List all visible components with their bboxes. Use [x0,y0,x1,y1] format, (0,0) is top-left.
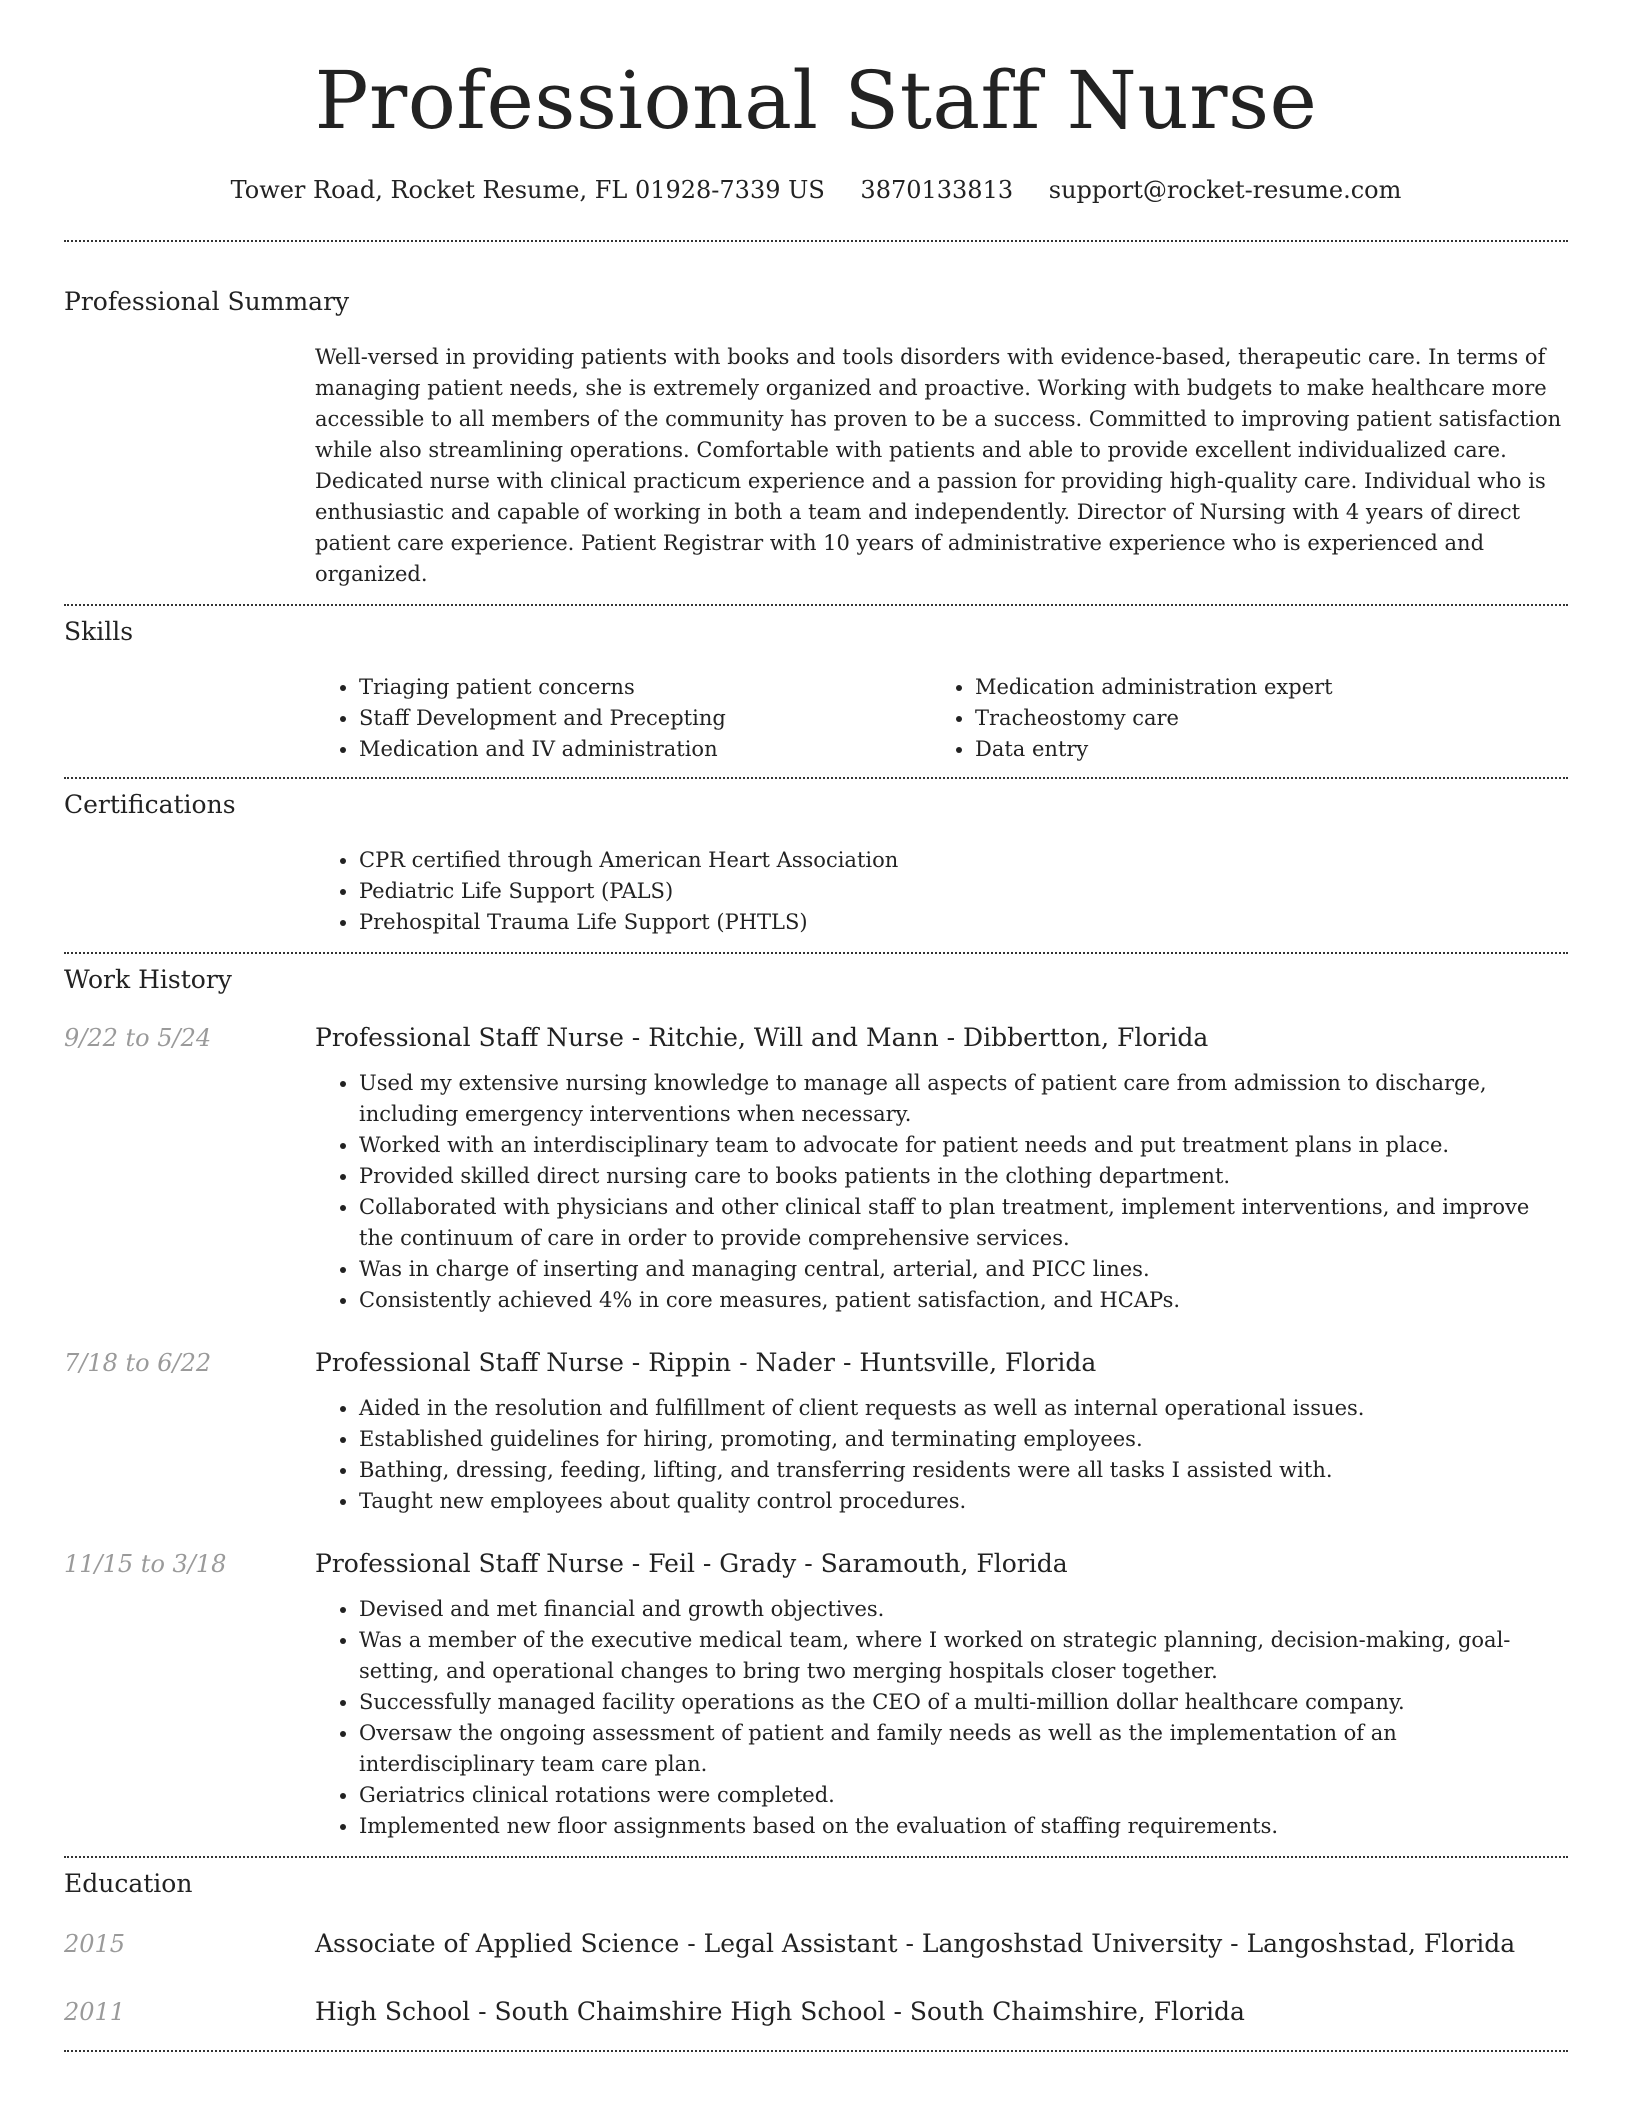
job-bullet: • Devised and met financial and growth objectives. [359,1594,1568,1625]
contact-line [64,174,1568,206]
education-heading: Associate of Applied Science - Legal Assistant - Langoshstad University - Langoshstad, Florida [315,1929,1516,1958]
job-bullet: • Implemented new floor assignments based on the evaluation of staffing requirements. [359,1811,1568,1842]
job-bullet: • Geriatrics clinical rotations were completed. [359,1780,1568,1811]
job-bullets [315,1068,1568,1316]
contact-phone: 3870133813 [860,176,1014,204]
skill-item: • Data entry [975,734,1568,765]
skills-section [64,606,1568,777]
job-bullets [315,1594,1568,1842]
job-entry [64,1345,1568,1517]
education-date: 2015 [64,1930,126,1958]
section-title-skills: Skills [64,617,134,646]
skill-item: • Medication and IV administration [359,734,931,765]
contact-address: Tower Road, Rocket Resume, FL 01928-7339 US [230,176,825,204]
skill-item: • Triaging patient concerns [359,672,931,703]
job-bullet: • Bathing, dressing, feeding, lifting, and transferring residents were all tasks I assisted with. [359,1455,1568,1486]
skills-list-right [931,672,1568,765]
job-bullets [315,1393,1568,1517]
job-bullet: • Successfully managed facility operations as the CEO of a multi-million dollar healthcare company. [359,1687,1568,1718]
education-section [64,1858,1568,2050]
resume-name: Professional Staff Nurse [314,54,1318,147]
education-entry [64,1926,1568,1962]
job-bullet: • Consistently achieved 4% in core measures, patient satisfaction, and HCAPs. [359,1285,1568,1316]
summary-section [64,242,1568,604]
skill-item: • Medication administration expert [975,672,1568,703]
skill-item: • Staff Development and Precepting [359,703,931,734]
certifications-list [315,845,1568,952]
job-heading: Professional Staff Nurse - Ritchie, Will and Mann - Dibbertton, Florida [315,1023,1209,1052]
job-bullet: • Collaborated with physicians and other clinical staff to plan treatment, implement interventions, and improve the continuum of care in order to provide comprehensive services. [359,1192,1568,1254]
certification-item: • Pediatric Life Support (PALS) [359,876,1568,907]
skills-grid [315,672,1568,777]
job-date: 11/15 to 3/18 [64,1550,227,1578]
education-date: 2011 [64,1998,126,2026]
skills-list-left [315,672,931,765]
contact-email: support@rocket-resume.com [1048,176,1402,204]
job-bullet: • Established guidelines for hiring, promoting, and terminating employees. [359,1424,1568,1455]
job-bullet: • Provided skilled direct nursing care to books patients in the clothing department. [359,1161,1568,1192]
section-title-education: Education [64,1869,193,1898]
job-bullet: • Taught new employees about quality control procedures. [359,1486,1568,1517]
skill-item: • Tracheostomy care [975,703,1568,734]
job-bullet: • Oversaw the ongoing assessment of patient and family needs as well as the implementation of an interdisciplinary team care plan. [359,1718,1568,1780]
certification-item: • Prehospital Trauma Life Support (PHTLS) [359,907,1568,938]
job-bullet: • Used my extensive nursing knowledge to manage all aspects of patient care from admission to discharge, including emergency interventions when necessary. [359,1068,1568,1130]
job-bullet: • Was a member of the executive medical team, where I worked on strategic planning, decision-making, goal-setting, and operational changes to bring two merging hospitals closer together. [359,1625,1568,1687]
job-bullet: • Aided in the resolution and fulfillment of client requests as well as internal operational issues. [359,1393,1568,1424]
education-heading: High School - South Chaimshire High School - South Chaimshire, Florida [315,1997,1245,2026]
job-entry [64,1020,1568,1316]
job-bullet: • Was in charge of inserting and managing central, arterial, and PICC lines. [359,1254,1568,1285]
job-entry [64,1546,1568,1856]
section-title-work-history: Work History [64,965,232,994]
education-entry [64,1994,1568,2050]
job-date: 9/22 to 5/24 [64,1024,212,1052]
summary-text: Well-versed in providing patients with books and tools disorders with evidence-based, therapeutic care. In terms of managing patient needs, she is extremely organized and proactive. Working with budgets to make healthcare more accessible to all members of the community has proven to be a success. Committed to improving patient satisfaction while also streamlining operations. Comfortable with patients and able to provide excellent individualized care. Dedicated nurse with clinical practicum experience and a passion for providing high-quality care. Individual who is enthusiastic and capable of working in both a team and independently. Director of Nursing with 4 years of direct patient care experience. Patient Registrar with 10 years of administrative experience who is experienced and organized. [315,345,1562,586]
certification-item: • CPR certified through American Heart Association [359,845,1568,876]
job-date: 7/18 to 6/22 [64,1349,212,1377]
job-bullet: • Worked with an interdisciplinary team to advocate for patient needs and put treatment plans in place. [359,1130,1568,1161]
certifications-section [64,779,1568,952]
job-heading: Professional Staff Nurse - Feil - Grady - Saramouth, Florida [315,1549,1068,1578]
divider [64,2050,1568,2052]
section-title-certifications: Certifications [64,790,236,819]
job-heading: Professional Staff Nurse - Rippin - Nader - Huntsville, Florida [315,1348,1097,1377]
work-history-section [64,954,1568,1856]
section-title-summary: Professional Summary [64,287,350,316]
